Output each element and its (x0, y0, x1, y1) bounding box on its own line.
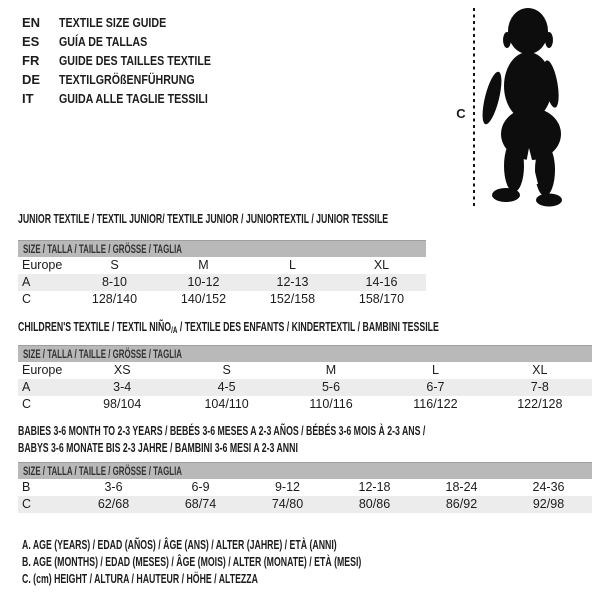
size-cell: M (198, 258, 209, 272)
children-size-table (18, 345, 592, 413)
measure-legend (22, 537, 507, 588)
junior-table-title: JUNIOR TEXTILE / TEXTIL JUNIOR/ TEXTILE JUNIOR / JUNIORTEXTIL / JUNIOR TESSILE (18, 212, 389, 226)
language-row-es (22, 32, 244, 51)
babies-table-title (18, 423, 425, 457)
size-cell: 116/122 (413, 397, 458, 411)
size-cell: 140/152 (180, 292, 227, 306)
size-cell: 110/116 (309, 397, 353, 411)
size-cell: 8-10 (101, 275, 128, 289)
children-title-subscript: /A (171, 325, 178, 335)
size-cell: 12-13 (276, 275, 309, 289)
size-cell: 6-9 (191, 480, 210, 494)
size-cell: 68/74 (184, 497, 217, 511)
children-table-title (18, 320, 439, 337)
size-cell: 92/98 (532, 497, 565, 511)
language-label: GUIDA ALLE TAGLIE TESSILI (59, 91, 208, 106)
size-header-text: SIZE / TALLA / TAILLE / GRÖSSE / TAGLIA (23, 242, 182, 256)
height-dotted-line (473, 8, 475, 206)
row-label: A (22, 380, 31, 394)
language-row-fr (22, 51, 244, 70)
language-label: TEXTILE SIZE GUIDE (59, 15, 167, 30)
babies-size-table (18, 462, 592, 513)
size-cell: S (110, 258, 119, 272)
table-row-height (18, 496, 592, 513)
size-cell: 14-16 (365, 275, 398, 289)
size-cell: 9-12 (274, 480, 301, 494)
table-row-europe (18, 257, 426, 274)
language-label: GUÍA DE TALLAS (59, 34, 148, 49)
language-row-de (22, 70, 244, 89)
row-label: B (22, 480, 31, 494)
size-cell: 3-4 (113, 380, 132, 394)
size-header-bar (18, 240, 426, 257)
table-row-height (18, 396, 592, 413)
size-cell: 18-24 (445, 480, 478, 494)
table-row-age (18, 379, 592, 396)
babies-title-line2: BABYS 3-6 MONATE BIS 2-3 JAHRE / BAMBINI 3-6 MESI A 2-3 ANNI (18, 441, 298, 455)
size-cell: 5-6 (321, 380, 341, 394)
children-title-text: / TEXTILE DES ENFANTS / KINDERTEXTIL / BAMBINI TESSILE (177, 320, 439, 334)
size-cell: 86/92 (445, 497, 478, 511)
language-code: IT (22, 91, 34, 106)
size-cell: 10-12 (187, 275, 220, 289)
size-cell: 74/80 (271, 497, 304, 511)
language-code: ES (22, 34, 40, 49)
size-cell: 158/170 (358, 292, 405, 306)
legend-age-years: A. AGE (YEARS) / EDAD (AÑOS) / ÂGE (ANS) / ALTER (JAHRE) / ETÀ (ANNI) (22, 538, 337, 552)
language-code: EN (22, 15, 41, 30)
junior-size-table (18, 240, 426, 308)
size-header-text: SIZE / TALLA / TAILLE / GRÖSSE / TAGLIA (23, 464, 182, 478)
size-cell: S (222, 363, 231, 377)
row-label: A (22, 275, 31, 289)
size-cell: 3-6 (104, 480, 123, 494)
table-row-age (18, 274, 426, 291)
size-cell: 128/140 (91, 292, 138, 306)
size-cell: XL (532, 363, 548, 377)
size-cell: 122/128 (517, 397, 563, 411)
row-label: Europe (22, 258, 63, 272)
height-measure-label: C (456, 106, 466, 121)
size-cell: L (431, 363, 439, 377)
children-title-text: CHILDREN'S TEXTILE / TEXTIL NIÑO (18, 320, 172, 334)
language-row-it (22, 89, 244, 108)
size-cell: XS (113, 363, 131, 377)
row-label: C (22, 497, 32, 511)
size-cell: 152/158 (269, 292, 316, 306)
size-header-text: SIZE / TALLA / TAILLE / GRÖSSE / TAGLIA (23, 347, 182, 361)
language-label: TEXTILGRÖßENFÜHRUNG (59, 72, 195, 87)
language-code: FR (22, 53, 40, 68)
size-header-bar (18, 345, 592, 362)
size-cell: 12-18 (358, 480, 391, 494)
size-cell: 4-5 (217, 380, 236, 394)
legend-age-months: B. AGE (MONTHS) / EDAD (MESES) / ÂGE (MOIS) / ALTER (MONATE) / ETÀ (MESI) (22, 555, 362, 569)
table-row-age-months (18, 479, 592, 496)
size-header-bar (18, 462, 592, 479)
size-cell: 104/110 (204, 397, 249, 411)
legend-height-cm: C. (cm) HEIGHT / ALTURA / HAUTEUR / HÖHE / ALTEZZA (22, 572, 258, 586)
size-cell: 7-8 (530, 380, 549, 394)
language-list (22, 13, 244, 108)
size-cell: 98/104 (103, 397, 142, 411)
size-cell: 6-7 (426, 380, 445, 394)
size-cell: M (325, 363, 337, 377)
table-row-height (18, 291, 426, 308)
row-label: C (22, 397, 32, 411)
language-row-en (22, 13, 244, 32)
size-cell: XL (373, 258, 390, 272)
row-label: Europe (22, 363, 63, 377)
row-label: C (22, 292, 32, 306)
size-cell: 62/68 (97, 497, 130, 511)
size-cell: L (289, 258, 296, 272)
size-cell: 24-36 (532, 480, 565, 494)
language-code: DE (22, 72, 41, 87)
toddler-silhouette-image (480, 6, 570, 208)
table-row-europe (18, 362, 592, 379)
babies-title-line1: BABIES 3-6 MONTH TO 2-3 YEARS / BEBÉS 3-6 MESES A 2-3 AÑOS / BÉBÉS 3-6 MOIS À 2-3 ANS / (18, 424, 426, 438)
size-cell: 80/86 (358, 497, 391, 511)
language-label: GUIDE DES TAILLES TEXTILE (59, 53, 212, 68)
